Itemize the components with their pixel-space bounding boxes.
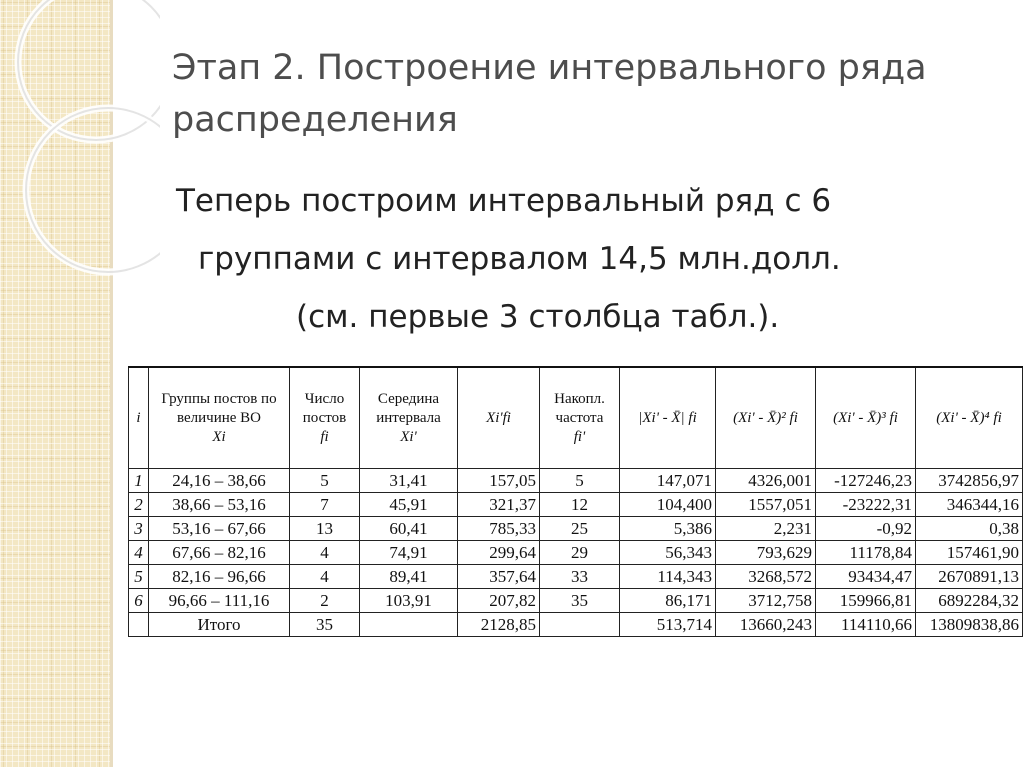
table-cell-group: 67,66 – 82,16	[149, 541, 290, 565]
table-cell-prod: 299,64	[458, 541, 540, 565]
table-row	[129, 565, 1023, 589]
table-cell-prod: 785,33	[458, 517, 540, 541]
table-cell-f: 2	[290, 589, 360, 613]
total-cell-prod: 2128,85	[458, 613, 540, 637]
table-cell-m1: 104,400	[620, 493, 716, 517]
table-cell-i: 2	[129, 493, 149, 517]
table-row	[129, 541, 1023, 565]
table-total-row	[129, 613, 1023, 637]
body-line-3: (см. первые 3 столбца табл.).	[296, 299, 780, 335]
header-groups-symbol: Xi	[212, 428, 226, 445]
table-cell-m2: 793,629	[716, 541, 816, 565]
table-cell-cum: 33	[540, 565, 620, 589]
table-cell-m1: 147,071	[620, 469, 716, 493]
table-cell-m3: -127246,23	[816, 469, 916, 493]
total-cell-m2: 13660,243	[716, 613, 816, 637]
table-cell-i: 4	[129, 541, 149, 565]
total-cell-label: Итого	[149, 613, 290, 637]
table-cell-i: 5	[129, 565, 149, 589]
table-cell-m3: 93434,47	[816, 565, 916, 589]
table-cell-cum: 5	[540, 469, 620, 493]
table-cell-i: 6	[129, 589, 149, 613]
header-moment-1: |Xi' - X̄| fi	[620, 367, 716, 469]
total-cell-empty	[540, 613, 620, 637]
table-cell-m4: 0,38	[916, 517, 1023, 541]
table-cell-m1: 86,171	[620, 589, 716, 613]
total-cell-empty	[129, 613, 149, 637]
header-i: i	[129, 367, 149, 469]
table-cell-mid: 89,41	[360, 565, 458, 589]
header-cumulative	[540, 367, 620, 469]
table-cell-m4: 3742856,97	[916, 469, 1023, 493]
table-cell-f: 13	[290, 517, 360, 541]
table-cell-m2: 3712,758	[716, 589, 816, 613]
header-count	[290, 367, 360, 469]
table-cell-f: 4	[290, 541, 360, 565]
table-cell-group: 82,16 – 96,66	[149, 565, 290, 589]
total-cell-m4: 13809838,86	[916, 613, 1023, 637]
header-count-label: Число постов	[302, 390, 347, 426]
table-cell-i: 3	[129, 517, 149, 541]
table-cell-m3: 11178,84	[816, 541, 916, 565]
table-cell-m3: -23222,31	[816, 493, 916, 517]
table-row	[129, 493, 1023, 517]
table-cell-mid: 45,91	[360, 493, 458, 517]
table-cell-mid: 60,41	[360, 517, 458, 541]
header-mid-label: Середина интервала	[376, 390, 441, 426]
distribution-table	[128, 366, 1023, 637]
table-row	[129, 469, 1023, 493]
header-count-symbol: fi	[320, 428, 329, 445]
table-cell-m2: 3268,572	[716, 565, 816, 589]
slide-body-text	[176, 172, 996, 346]
table-cell-m2: 1557,051	[716, 493, 816, 517]
body-line-2: группами с интервалом 14,5 млн.долл.	[198, 241, 841, 277]
header-moment-3: (Xi' - X̄)³ fi	[816, 367, 916, 469]
table-cell-m4: 346344,16	[916, 493, 1023, 517]
table-row	[129, 517, 1023, 541]
table-cell-m2: 4326,001	[716, 469, 816, 493]
table-cell-mid: 103,91	[360, 589, 458, 613]
table-cell-prod: 207,82	[458, 589, 540, 613]
table-cell-m4: 157461,90	[916, 541, 1023, 565]
table-cell-m2: 2,231	[716, 517, 816, 541]
table-cell-i: 1	[129, 469, 149, 493]
table-cell-group: 53,16 – 67,66	[149, 517, 290, 541]
table-row	[129, 589, 1023, 613]
table-cell-group: 38,66 – 53,16	[149, 493, 290, 517]
table-cell-m4: 2670891,13	[916, 565, 1023, 589]
total-cell-m1: 513,714	[620, 613, 716, 637]
table-cell-group: 24,16 – 38,66	[149, 469, 290, 493]
slide-title: Этап 2. Построение интервального ряда распределения	[172, 48, 927, 140]
body-line-1: Теперь построим интервальный ряд с 6	[176, 183, 832, 219]
header-product: Xi'fi	[458, 367, 540, 469]
table-cell-group: 96,66 – 111,16	[149, 589, 290, 613]
header-mid	[360, 367, 458, 469]
table-cell-m4: 6892284,32	[916, 589, 1023, 613]
total-cell-empty	[360, 613, 458, 637]
header-groups-label: Группы постов по величине ВО	[161, 390, 277, 426]
table-cell-f: 5	[290, 469, 360, 493]
table-cell-f: 7	[290, 493, 360, 517]
table-cell-cum: 29	[540, 541, 620, 565]
table-cell-mid: 74,91	[360, 541, 458, 565]
header-moment-4: (Xi' - X̄)⁴ fi	[916, 367, 1023, 469]
header-groups	[149, 367, 290, 469]
table-cell-m1: 114,343	[620, 565, 716, 589]
header-moment-2: (Xi' - X̄)² fi	[716, 367, 816, 469]
table-cell-m1: 5,386	[620, 517, 716, 541]
total-cell-m3: 114110,66	[816, 613, 916, 637]
total-cell-f: 35	[290, 613, 360, 637]
table-cell-m3: -0,92	[816, 517, 916, 541]
table-cell-cum: 12	[540, 493, 620, 517]
table-cell-prod: 357,64	[458, 565, 540, 589]
table-cell-f: 4	[290, 565, 360, 589]
table-cell-m3: 159966,81	[816, 589, 916, 613]
table-cell-prod: 157,05	[458, 469, 540, 493]
table-cell-cum: 25	[540, 517, 620, 541]
table-cell-cum: 35	[540, 589, 620, 613]
header-cumulative-symbol: fi'	[573, 428, 586, 445]
header-mid-symbol: Xi'	[400, 428, 417, 445]
table-cell-mid: 31,41	[360, 469, 458, 493]
table-cell-m1: 56,343	[620, 541, 716, 565]
table-cell-prod: 321,37	[458, 493, 540, 517]
table-header-row	[129, 367, 1023, 469]
header-cumulative-label: Накопл. частота	[554, 390, 605, 426]
